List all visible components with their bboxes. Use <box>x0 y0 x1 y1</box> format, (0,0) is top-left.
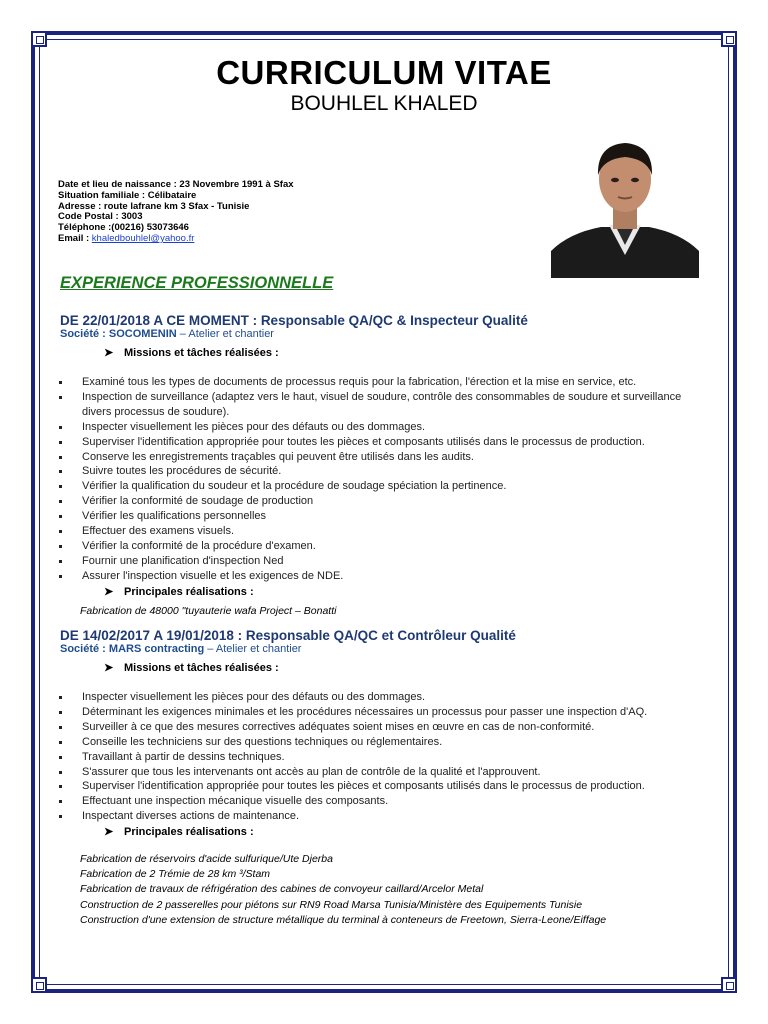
list-item: Surveiller à ce que des mesures correctives adéquates soient mises en œuvre en cas de non-conformité. <box>58 720 712 735</box>
candidate-name: BOUHLEL KHALED <box>290 92 478 115</box>
profile-photo <box>551 133 699 278</box>
achievements-heading: ➤ Principales réalisations : <box>104 826 254 838</box>
list-item: Effectuant une inspection mécanique visuelle des composants. <box>58 794 712 809</box>
personal-info-block <box>58 180 294 245</box>
corner-ornament-bottom-left <box>31 977 47 993</box>
task-list <box>58 375 712 584</box>
job-company: Société : MARS contracting – Atelier et chantier <box>60 643 302 655</box>
list-item: Vérifier les qualifications personnelles <box>58 509 712 524</box>
achievements-list <box>80 604 336 619</box>
list-item: Fabrication de réservoirs d'acide sulfurique/Ute Djerba <box>80 853 333 865</box>
list-item: S'assurer que tous les intervenants ont accès au plan de contrôle de la qualité et l'approuvent. <box>58 765 712 780</box>
postal-code: Code Postal : 3003 <box>58 211 143 223</box>
email-label: Email : <box>58 232 92 244</box>
missions-heading: ➤ Missions et tâches réalisées : <box>104 347 279 359</box>
list-item: Examiné tous les types de documents de processus requis pour la fabrication, l'érection et la mise en service, etc. <box>58 375 712 390</box>
list-item: Suivre toutes les procédures de sécurité. <box>58 464 712 479</box>
list-item: Inspecter visuellement les pièces pour des défauts ou des dommages. <box>58 420 712 435</box>
email-row <box>58 234 294 245</box>
achievements-heading: ➤ Principales réalisations : <box>104 586 254 598</box>
email-link[interactable]: khaledbouhlel@yahoo.fr <box>91 232 195 244</box>
arrow-right-icon: ➤ <box>104 586 114 598</box>
list-item: Vérifier la conformité de soudage de production <box>58 494 712 509</box>
job-heading: DE 22/01/2018 A CE MOMENT : Responsable QA/QC & Inspecteur Qualité <box>60 313 528 328</box>
birth-info: Date et lieu de naissance : 23 Novembre 1991 à Sfax <box>58 179 294 190</box>
page-title: CURRICULUM VITAE <box>216 54 552 91</box>
section-title-experience: EXPERIENCE PROFESSIONNELLE <box>60 274 334 292</box>
task-list <box>58 690 712 824</box>
address: Adresse : route lafrane km 3 Sfax - Tunisie <box>58 200 250 212</box>
list-item: Assurer l'inspection visuelle et les exigences de NDE. <box>58 569 712 584</box>
corner-ornament-top-left <box>31 31 47 47</box>
phone: Téléphone :(00216) 53073646 <box>58 222 189 234</box>
list-item: Superviser l'identification appropriée pour toutes les pièces et composants utilisés dans le processus de production. <box>58 435 712 450</box>
job-heading: DE 14/02/2017 A 19/01/2018 : Responsable QA/QC et Contrôleur Qualité <box>60 628 516 643</box>
list-item: Inspectant diverses actions de maintenance. <box>58 809 712 824</box>
job-company: Société : SOCOMENIN – Atelier et chantier <box>60 328 274 340</box>
list-item: Vérifier la conformité de la procédure d'examen. <box>58 539 712 554</box>
list-item: Déterminant les exigences minimales et les procédures nécessaires un processus pour passer une inspection d'AQ. <box>58 705 712 720</box>
list-item: Effectuer des examens visuels. <box>58 524 712 539</box>
list-item: Vérifier la qualification du soudeur et la procédure de soudage spéciation la pertinence. <box>58 479 712 494</box>
list-item: Conserve les enregistrements traçables qui peuvent être utilisés dans les audits. <box>58 450 712 465</box>
list-item: Inspecter visuellement les pièces pour des défauts ou des dommages. <box>58 690 712 705</box>
list-item: Construction d'une extension de structure métallique du terminal à conteneurs de Freetown, Sierra-Leone/Eiffage <box>80 913 607 926</box>
list-item: Conseille les techniciens sur des questions techniques ou réglementaires. <box>58 735 712 750</box>
list-item: Inspection de surveillance (adaptez vers le haut, visuel de soudure, contrôle des consommables de soudure et surveillance divers processus de soudure). <box>58 390 712 420</box>
corner-ornament-bottom-right <box>721 977 737 993</box>
list-item: Travaillant à partir de dessins techniques. <box>58 750 712 765</box>
achievements-list <box>80 852 606 928</box>
arrow-right-icon: ➤ <box>104 347 114 359</box>
list-item: Fournir une planification d'inspection Ned <box>58 554 712 569</box>
corner-ornament-top-right <box>721 31 737 47</box>
arrow-right-icon: ➤ <box>104 662 114 674</box>
list-item: Construction de 2 passerelles pour piétons sur RN9 Road Marsa Tunisia/Ministère des Equipements Tunisie <box>80 898 583 911</box>
missions-heading: ➤ Missions et tâches réalisées : <box>104 662 279 674</box>
list-item: Fabrication de travaux de réfrigération des cabines de convoyeur caillard/Arcelor Metal <box>80 883 484 896</box>
list-item: Fabrication de 2 Trémie de 28 km ³/Stam <box>80 868 271 881</box>
list-item: Fabrication de 48000 "tuyauterie wafa Project – Bonatti <box>80 605 337 617</box>
list-item: Superviser l'identification appropriée pour toutes les pièces et composants utilisés dans le processus de production. <box>58 779 712 794</box>
arrow-right-icon: ➤ <box>104 826 114 838</box>
family-status: Situation familiale : Célibataire <box>58 189 197 201</box>
